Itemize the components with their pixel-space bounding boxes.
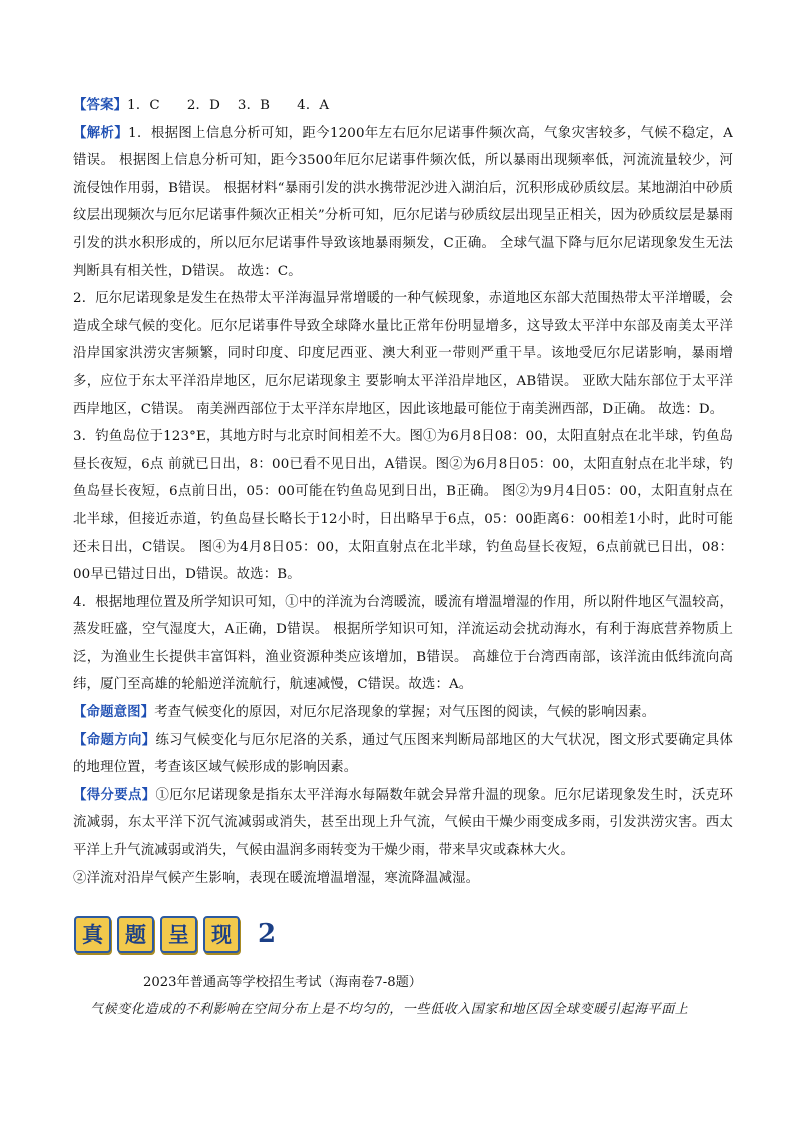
banner-tile-2: 题	[117, 916, 154, 953]
answer-label: 【答案】	[73, 97, 128, 113]
analysis-paragraph-3: 3．钓鱼岛位于123°E，其地方时与北京时间相差不大。图①为6月8日08：00，太阳直射点在北半球，钓鱼岛昼长夜短，6点 前就已日出，8：00已看不见日出，A错误。图②为6月8日05：00，太阳直射点在北半球，钓鱼岛昼长夜短，6点前日出，05：00可能在钓鱼岛见到日出，B正确。 图②为9月4日05：00，太阳直射点在北半球，但接近赤道，钓鱼岛昼长略长于12小时，日出略早于6点，05：00距离6：00相差1小时，此时可能还未日出，C错误。 图④为4月8日05：00，太阳直射点在北半球，钓鱼岛昼长夜短，6点前就已日出，08：00早已错过日出，D错误。故选：B。	[73, 429, 733, 583]
section-banner	[74, 914, 276, 954]
intent-text: 考查气候变化的原因，对厄尔尼洛现象的掌握；对气压图的阅读，气候的影响因素。	[154, 705, 656, 721]
banner-tile-3: 呈	[160, 916, 197, 953]
analysis-label: 【解析】	[73, 124, 129, 141]
analysis-text-1: 1．根据图上信息分析可知，距今1200年左右厄尔尼诺事件频次高，气象灾害较多，气候不稳定，A错误。 根据图上信息分析可知，距今3500年厄尔尼诺事件频次低，所以暴雨出现频率低，河流流量较少，河流侵蚀作用弱，B错误。 根据材料“暴雨引发的洪水携带泥沙进入湖泊后，沉积形成砂质纹层。某地湖泊中砂质纹层出现频次与厄尔尼诺事件频次正相关”分析可知，厄尔尼诺与砂质纹层出现呈正相关，因为砂质纹层是暴雨引发的洪水积形成的，所以厄尔尼诺事件导致该地暴雨频发，C正确。 全球气温下降与厄尔尼诺现象发生无法判断具有相关性，D错误。 故选：C。	[73, 125, 733, 279]
banner-tile-1: 真	[74, 916, 111, 953]
direction-line	[73, 727, 733, 782]
intent-label: 【命题意图】	[73, 704, 155, 721]
answer-explanation-block	[73, 92, 733, 892]
analysis-paragraph-1	[73, 120, 733, 286]
analysis-paragraph-2: 2．厄尔尼诺现象是发生在热带太平洋海温异常增暖的一种气候现象，赤道地区东部大范围热带太平洋增暖，会造成全球气候的变化。厄尔尼诺事件导致全球降水量比正常年份明显增多，这导致太平洋中东部及南美太平洋沿岸国家洪涝灾害频繁，同时印度、印度尼西亚、澳大利亚一带则严重干旱。该地受厄尔尼诺影响，暴雨增多，应位于东太平洋沿岸地区，厄尔尼诺现象主 要影响太平洋沿岸地区，AB错误。 亚欧大陆东部位于太平洋西岸地区，C错误。 南美洲西部位于太平洋东岸地区，因此该地最可能位于南美洲西部，D正确。 故选：D。	[73, 291, 733, 417]
banner-tile-4: 现	[203, 916, 240, 953]
answer-text: 1．C 2．D 3．B 4．A	[127, 98, 330, 113]
direction-text: 练习气候变化与厄尔尼洛的关系，通过气压图来判断局部地区的大气状况，图文形式要确定具体的地理位置，考查该区域气候形成的影响因素。	[73, 732, 733, 776]
analysis-paragraph-4: 4．根据地理位置及所学知识可知，①中的洋流为台湾暖流，暖流有增温增湿的作用，所以附件地区气温较高，蒸发旺盛，空气湿度大，A正确，D错误。 根据所学知识可知，洋流运动会扰动海水，有利于海底营养物质上泛，为渔业生长提供丰富饵料，渔业资源种类应该增加，B错误。 高雄位于台湾西南部，该洋流由低纬流向高纬，厦门至高雄的轮船逆洋流航行，航速减慢，C错误。故选：A。	[73, 594, 733, 693]
keypoints-line	[73, 782, 733, 865]
question-stem: 气候变化造成的不利影响在空间分布上是不均匀的，一些低收入国家和地区因全球变暖引起海平面上	[90, 1002, 689, 1017]
section-number: 2	[258, 919, 277, 949]
keypoints-label: 【得分要点】	[73, 786, 156, 803]
question-source: 2023年普通高等学校招生考试（海南卷7-8题）	[143, 975, 422, 990]
keypoints-line-2: ②洋流对沿岸气候产生影响，表现在暖流增温增湿，寒流降温减湿。	[73, 870, 480, 886]
answer-line	[73, 92, 733, 120]
keypoints-text-1: ①厄尔尼诺现象是指东太平洋海水每隔数年就会异常升温的现象。厄尔尼诺现象发生时，沃克环流减弱，东太平洋下沉气流减弱或消失，甚至出现上升气流，气候由干燥少雨变成多雨，引发洪涝灾害。西太平洋上升气流减弱或消失，气候由温润多雨转变为干燥少雨，带来旱灾或森林大火。	[73, 787, 733, 859]
intent-line	[73, 699, 733, 727]
direction-label: 【命题方向】	[73, 731, 156, 748]
